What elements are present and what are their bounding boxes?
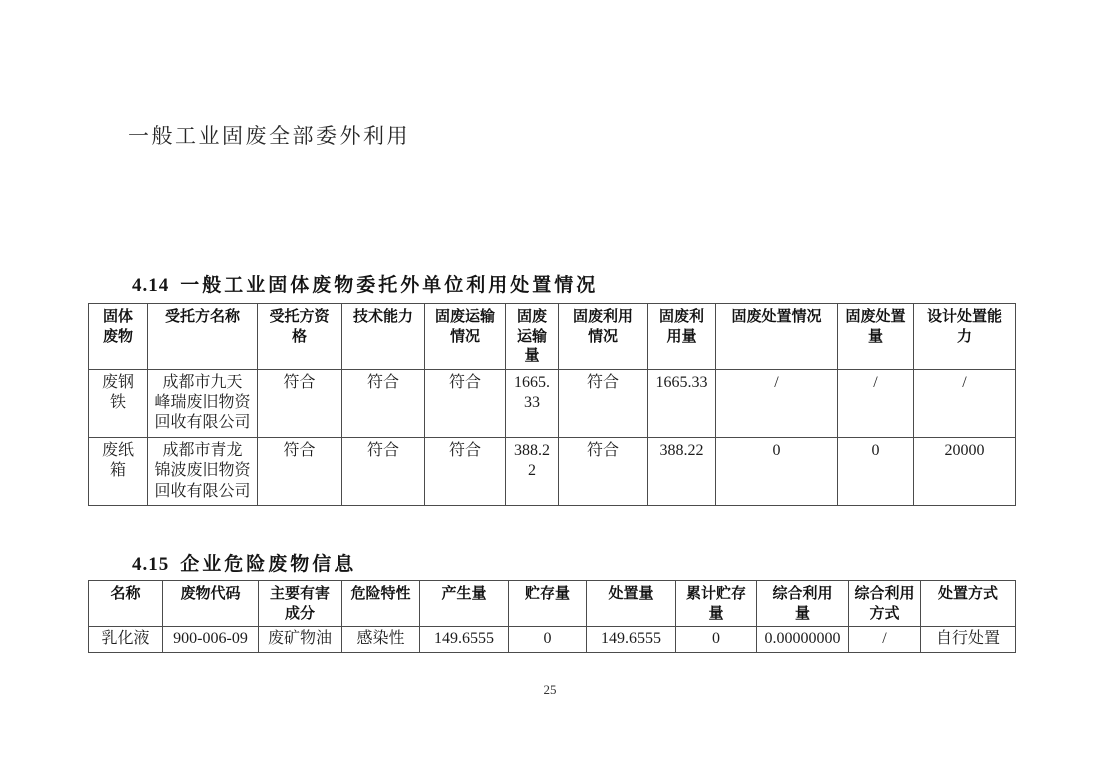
section-number: 4.14 <box>132 275 170 296</box>
table-cell: 符合 <box>258 369 342 437</box>
column-header: 处置方式 <box>921 581 1016 627</box>
column-header: 处置量 <box>587 581 676 627</box>
column-header: 固废运输 情况 <box>425 304 506 370</box>
table-cell: / <box>914 369 1016 437</box>
column-header: 累计贮存 量 <box>676 581 757 627</box>
column-header: 设计处置能 力 <box>914 304 1016 370</box>
table-row <box>89 627 1016 653</box>
table-header-row <box>89 304 1016 370</box>
column-header: 危险特性 <box>342 581 420 627</box>
table-row <box>89 437 1016 505</box>
table-cell: 自行处置 <box>921 627 1016 653</box>
table-cell: 废钢 铁 <box>89 369 148 437</box>
column-header: 产生量 <box>420 581 509 627</box>
table-cell: 感染性 <box>342 627 420 653</box>
table-cell: 20000 <box>914 437 1016 505</box>
table-cell: 0 <box>838 437 914 505</box>
column-header: 固废处置 量 <box>838 304 914 370</box>
table-cell: 0 <box>716 437 838 505</box>
table-cell: 388.2 2 <box>506 437 559 505</box>
column-header: 主要有害 成分 <box>259 581 342 627</box>
section-heading-4-15 <box>132 549 356 576</box>
table-cell: 900-006-09 <box>163 627 259 653</box>
column-header: 固体 废物 <box>89 304 148 370</box>
table-header-row <box>89 581 1016 627</box>
column-header: 固废利用 情况 <box>559 304 648 370</box>
page-number: 25 <box>543 682 557 697</box>
column-header: 技术能力 <box>342 304 425 370</box>
column-header: 固废 运输 量 <box>506 304 559 370</box>
section-title: 企业危险废物信息 <box>180 554 357 575</box>
table-hazardous-waste <box>88 580 1016 653</box>
table-cell: 废纸 箱 <box>89 437 148 505</box>
table-cell: 符合 <box>342 369 425 437</box>
table-cell: 成都市青龙 锦波废旧物资 回收有限公司 <box>148 437 258 505</box>
table-cell: 符合 <box>258 437 342 505</box>
column-header: 固废处置情况 <box>716 304 838 370</box>
table-cell: 符合 <box>342 437 425 505</box>
column-header: 名称 <box>89 581 163 627</box>
table-cell: 废矿物油 <box>259 627 342 653</box>
table-cell: / <box>838 369 914 437</box>
column-header: 废物代码 <box>163 581 259 627</box>
table-cell: 符合 <box>559 369 648 437</box>
table-cell: 388.22 <box>648 437 716 505</box>
table-committed-disposal <box>88 303 1016 506</box>
table-cell: 0 <box>509 627 587 653</box>
table-cell: 0.00000000 <box>757 627 849 653</box>
table-cell: 149.6555 <box>587 627 676 653</box>
table-cell: 成都市九天 峰瑞废旧物资 回收有限公司 <box>148 369 258 437</box>
table-cell: 149.6555 <box>420 627 509 653</box>
column-header: 受托方资 格 <box>258 304 342 370</box>
column-header: 固废利 用量 <box>648 304 716 370</box>
table-cell: 符合 <box>425 369 506 437</box>
table-cell: 乳化液 <box>89 627 163 653</box>
intro-text: 一般工业固废全部委外利用 <box>128 124 410 148</box>
column-header: 综合利用 量 <box>757 581 849 627</box>
column-header: 受托方名称 <box>148 304 258 370</box>
section-number: 4.15 <box>132 554 170 575</box>
column-header: 综合利用 方式 <box>849 581 921 627</box>
table-cell: 0 <box>676 627 757 653</box>
section-title: 一般工业固体废物委托外单位利用处置情况 <box>180 275 599 296</box>
table-cell: 符合 <box>559 437 648 505</box>
table-cell: / <box>716 369 838 437</box>
table-cell: 1665. 33 <box>506 369 559 437</box>
table-cell: 1665.33 <box>648 369 716 437</box>
table-row <box>89 369 1016 437</box>
table-cell: / <box>849 627 921 653</box>
section-heading-4-14 <box>132 270 598 297</box>
column-header: 贮存量 <box>509 581 587 627</box>
table-cell: 符合 <box>425 437 506 505</box>
